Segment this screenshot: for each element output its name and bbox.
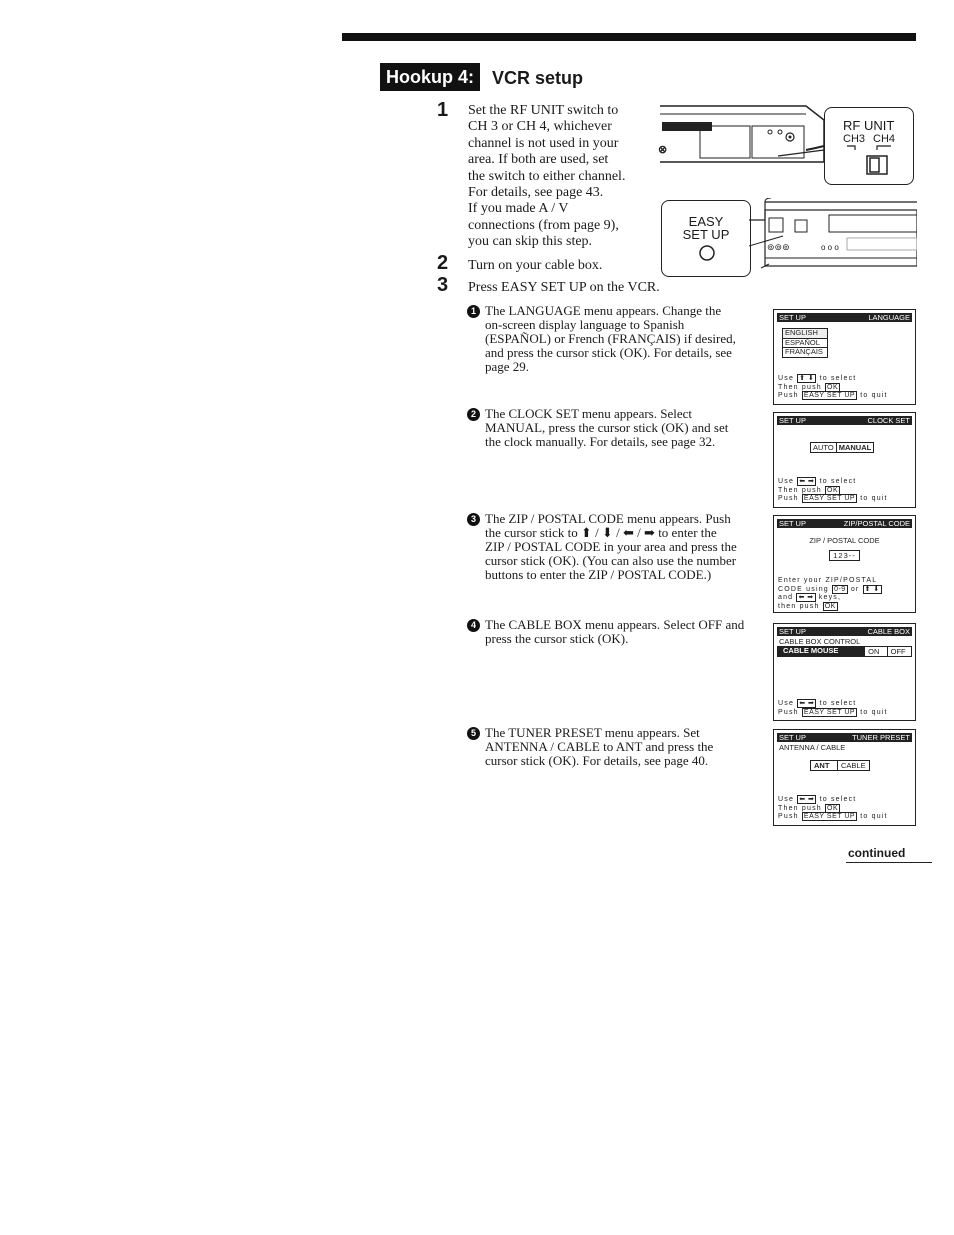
clock-menu-instructions: Use ⬅ ➡ to select Then push OK Push EASY SET UP to quit bbox=[778, 478, 888, 502]
cable-menu-header: SET UP CABLE BOX bbox=[779, 627, 910, 636]
svg-text:⊗: ⊗ bbox=[658, 144, 668, 156]
clock-option-manual[interactable]: MANUAL bbox=[837, 442, 875, 453]
step-number-1: 1 bbox=[437, 99, 449, 121]
language-option-english[interactable]: ENGLISH bbox=[782, 328, 828, 339]
antenna-cable-label: ANTENNA / CABLE bbox=[779, 743, 846, 752]
hookup-badge: Hookup 4: bbox=[380, 63, 480, 91]
cable-mouse-label: CABLE MOUSE bbox=[777, 646, 864, 657]
zip-code-menu-screen bbox=[773, 515, 916, 613]
header-rule bbox=[342, 33, 916, 41]
language-menu-screen bbox=[773, 309, 916, 405]
language-option-francais[interactable]: FRANÇAIS bbox=[782, 348, 828, 358]
vcr-front-illustration bbox=[749, 198, 917, 276]
cable-box-control-label: CABLE BOX CONTROL bbox=[779, 637, 861, 646]
zip-field-label: ZIP / POSTAL CODE bbox=[809, 536, 880, 545]
substep-4: 4 The CABLE BOX menu appears. Select OFF and press the cursor stick (OK). bbox=[467, 618, 759, 646]
zip-menu-header: SET UP ZIP/POSTAL CODE bbox=[779, 519, 910, 528]
step-number-2: 2 bbox=[437, 252, 449, 274]
zip-menu-instructions: Enter your ZIP/POSTAL CODE using 0-9 or ⬆ ⬇ and ⬅ ➡ keys, then push OK bbox=[778, 577, 880, 610]
svg-text:o o o: o o o bbox=[821, 243, 839, 252]
tuner-menu-header: SET UP TUNER PRESET bbox=[779, 733, 910, 742]
cable-box-menu-screen bbox=[773, 623, 916, 721]
substep-marker-1: 1 bbox=[467, 305, 480, 318]
substep-marker-5: 5 bbox=[467, 727, 480, 740]
rf-unit-label: RF UNIT bbox=[843, 118, 895, 133]
substep-marker-3: 3 bbox=[467, 513, 480, 526]
substep-5: 5 The TUNER PRESET menu appears. Set ANTENNA / CABLE to ANT and press the cursor stick (OK). For details, see page 40. bbox=[467, 726, 759, 768]
svg-text:⊚⊚⊚: ⊚⊚⊚ bbox=[767, 242, 790, 252]
step-number-3: 3 bbox=[437, 274, 449, 296]
easy-setup-label-1: EASY bbox=[688, 214, 724, 229]
step-2-text: Turn on your cable box. bbox=[468, 258, 603, 273]
rf-switch-icon bbox=[843, 144, 903, 180]
ch3-label: CH3 bbox=[843, 133, 866, 145]
tuner-menu-instructions: Use ⬅ ➡ to select Then push OK Push EASY SET UP to quit bbox=[778, 796, 888, 820]
clock-menu-header: SET UP CLOCK SET bbox=[779, 416, 910, 425]
rf-unit-callout bbox=[824, 107, 914, 185]
tuner-option-cable[interactable]: CABLE bbox=[838, 760, 870, 771]
language-option-espanol[interactable]: ESPAÑOL bbox=[782, 339, 828, 349]
substep-2: 2 The CLOCK SET menu appears. Select MANUAL, press the cursor stick (OK) and set the clock manually. For details, see page 32. bbox=[467, 407, 757, 449]
continued-label: continued bbox=[848, 846, 906, 860]
step-1-text: Set the RF UNIT switch to CH 3 or CH 4, whichever channel is not used in your area. If both are used, set the switch to either channel. For details, see page 43. If you made A / V connections (from page 9), you can skip this step. bbox=[468, 103, 626, 250]
clock-option-auto[interactable]: AUTO bbox=[810, 442, 837, 453]
continued-underline bbox=[846, 862, 932, 863]
substep-marker-2: 2 bbox=[467, 408, 480, 421]
step-3-text: Press EASY SET UP on the VCR. bbox=[468, 280, 660, 295]
easy-setup-callout bbox=[661, 200, 751, 277]
tuner-preset-menu-screen bbox=[773, 729, 916, 826]
substep-3: 3 The ZIP / POSTAL CODE menu appears. Push the cursor stick to ⬆ / ⬇ / ⬅ / ➡ to enter the ZIP / POSTAL CODE in your area and press the cursor stick (OK). (You can also use the number buttons to enter the ZIP / POSTAL CODE.) bbox=[467, 512, 759, 582]
substep-marker-4: 4 bbox=[467, 619, 480, 632]
cable-option-off[interactable]: OFF bbox=[888, 646, 912, 657]
page-title: VCR setup bbox=[492, 68, 584, 88]
clock-set-menu-screen bbox=[773, 412, 916, 508]
language-menu-header: SET UP LANGUAGE bbox=[779, 313, 910, 322]
cable-menu-instructions: Use ⬅ ➡ to select Push EASY SET UP to quit bbox=[778, 700, 888, 716]
easy-setup-label-2: SET UP bbox=[682, 227, 730, 242]
substep-1: 1 The LANGUAGE menu appears. Change the on-screen display language to Spanish (ESPAÑOL) or French (FRANÇAIS) if desired, and press the cursor stick (OK). For details, see page 29. bbox=[467, 304, 757, 374]
language-menu-instructions: Use ⬆ ⬇ to select Then push OK Push EASY SET UP to quit bbox=[778, 375, 888, 399]
tuner-option-ant[interactable]: ANT bbox=[810, 760, 838, 771]
zip-code-input[interactable]: 123-- bbox=[829, 550, 860, 561]
cable-option-on[interactable]: ON bbox=[864, 646, 887, 657]
ch4-label: CH4 bbox=[873, 133, 896, 145]
easy-setup-button-icon bbox=[698, 244, 716, 262]
